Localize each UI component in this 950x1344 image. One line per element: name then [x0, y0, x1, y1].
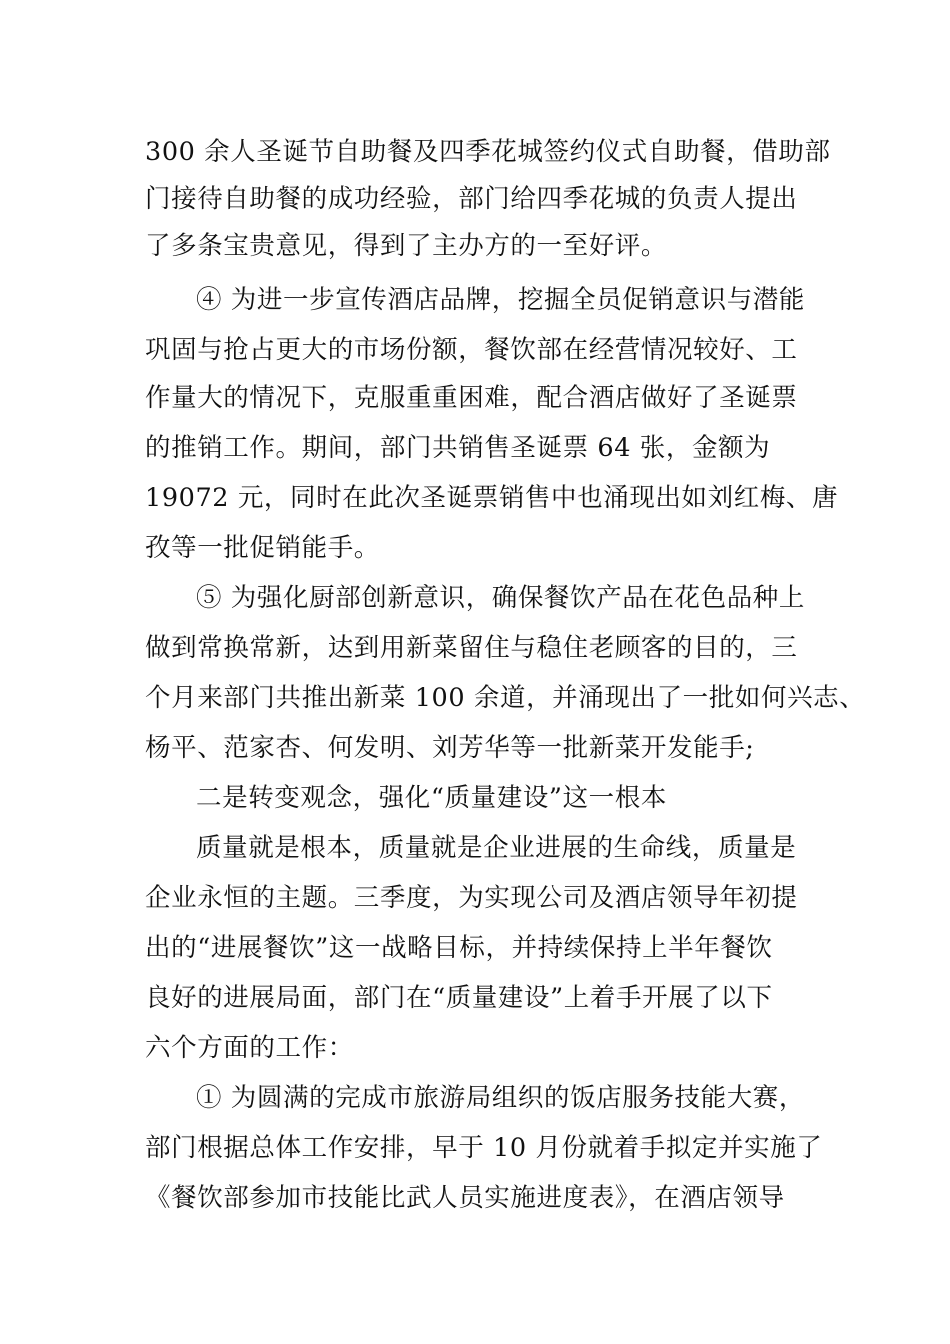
text-line: 杨平、范家杏、何发明、刘芳华等一批新菜开发能手;: [145, 733, 755, 763]
text-line: 门接待自助餐的成功经验，部门给四季花城的负责人提出: [145, 184, 798, 214]
text-line: ① 为圆满的完成市旅游局组织的饭店服务技能大赛，: [196, 1083, 806, 1113]
text-line: 巩固与抢占更大的市场份额，餐饮部在经营情况较好、工: [145, 335, 798, 365]
text-line: 300 余人圣诞节自助餐及四季花城签约仪式自助餐，借助部: [145, 137, 831, 167]
text-line: 部门根据总体工作安排，早于 10 月份就着手拟定并实施了: [145, 1133, 823, 1163]
text-line: 《餐饮部参加市技能比武人员实施进度表》，在酒店领导: [145, 1183, 785, 1213]
section-heading: 二是转变观念，强化“质量建设”这一根本: [196, 783, 667, 813]
text-line: 了多条宝贵意见，得到了主办方的一至好评。: [145, 231, 668, 261]
text-line: ④ 为进一步宣传酒店品牌，挖掘全员促销意识与潜能: [196, 285, 806, 315]
text-line: 企业永恒的主题。三季度，为实现公司及酒店领导年初提: [145, 883, 798, 913]
text-line: 出的“进展餐饮”这一战略目标，并持续保持上半年餐饮: [145, 933, 773, 963]
text-line: ⑤ 为强化厨部创新意识，确保餐饮产品在花色品种上: [196, 583, 806, 613]
text-line: 良好的进展局面，部门在“质量建设”上着手开展了以下: [145, 983, 773, 1013]
text-line: 的推销工作。期间，部门共销售圣诞票 64 张，金额为: [145, 433, 771, 463]
text-line: 六个方面的工作：: [145, 1033, 354, 1063]
text-line: 质量就是根本，质量就是企业进展的生命线，质量是: [196, 833, 797, 863]
text-line: 个月来部门共推出新菜 100 余道，并涌现出了一批如何兴志、: [145, 683, 866, 713]
text-line: 作量大的情况下，克服重重困难，配合酒店做好了圣诞票: [145, 383, 798, 413]
text-line: 做到常换常新，达到用新菜留住与稳住老顾客的目的，三: [145, 633, 798, 663]
text-line: 19072 元，同时在此次圣诞票销售中也涌现出如刘红梅、唐: [145, 483, 839, 513]
text-line: 孜等一批促销能手。: [145, 533, 380, 563]
